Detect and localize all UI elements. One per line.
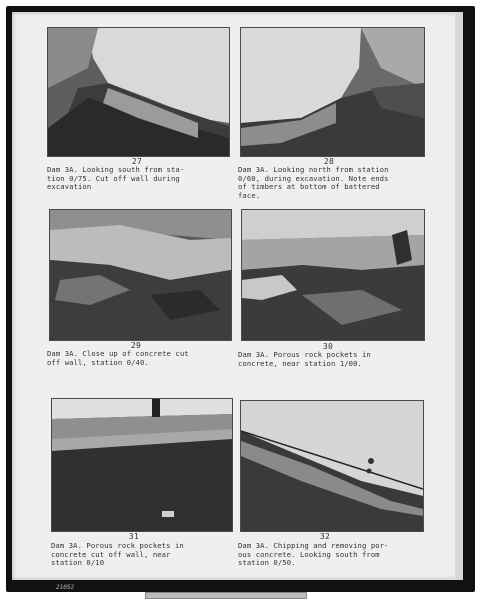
photo-caption: Dam 3A. Porous rock pockets in concrete, near station 1/00. [238,350,371,368]
film-tab [145,592,307,599]
photo-number: 29 [130,341,142,350]
photo-29 [49,209,232,341]
photo-27 [47,27,230,157]
photo-caption: Dam 3A. Chipping and removing por- ous concrete. Looking south from station 0/50. [238,541,389,568]
photo-caption: Dam 3A. Close up of concrete cut off wall, station 0/40. [47,349,189,367]
photo-number: 31 [128,532,140,541]
photo-30 [241,209,425,341]
photo-number: 30 [322,342,334,351]
photo-caption: Dam 3A. Looking north from station 0/60, during excavation. Note ends of timbers at bottom of battered face. [238,165,389,200]
photo-number: 28 [323,157,335,166]
photo-32 [240,400,424,532]
photo-caption: Dam 3A. Porous rock pockets in concrete cut off wall, near station 0/10 [51,541,184,568]
photo-28 [240,27,425,157]
photo-number: 32 [319,532,331,541]
catalog-id: 21052 [56,584,75,591]
photo-caption: Dam 3A. Looking south from sta- tion 0/75. Cut off wall during excavation [47,165,185,192]
photo-31 [51,398,233,532]
sheet-edge [455,12,463,580]
photo-number: 27 [131,157,143,166]
